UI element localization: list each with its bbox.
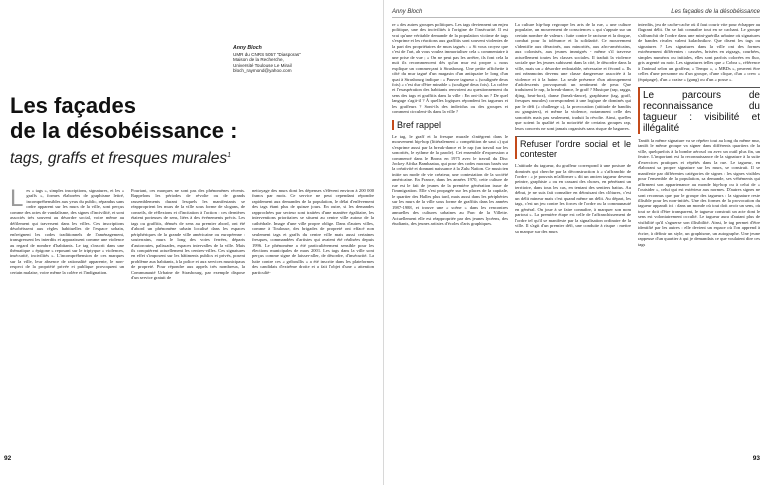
running-head-title: Les façades de la désobéissance (671, 9, 760, 15)
section-heading: Bref rappel (392, 120, 508, 130)
paragraph: Tantôt la même signature va se répéter tout au long du même mur, tantôt le même groupe va signer dans différents quartiers de la ville, quelquefois à la bombe aérosol ou avec un outil plus fin, un feutre. L'important est la reconnaissance de la signature à la suite d'exercices pratiques et répétés dans la rue. Le tagueur, en élaborant sa propre signature sur les murs, se construit. Il se manifeste par différentes catégories de signes : les signes visibles pour l'ensemble de la population, sa demande, ses véhéments qui affirment son appartenance au monde hip-hop ou à celui de « l'outsider », celui qui est extérieur aux normes. D'autres signes ne sont reconnus que par le groupe des tagueurs : la signature reste illisible pour les non-initiés. Une des formes de la provocation du tagueur apparaît ici : dans un monde où tout doit avoir un sens, où tout se doit d'être transparent, le tagueur construit un acte dont le sens est volontairement occulté. Le tagueur aura d'autant plus de visibilité qu'il s'aguerse son illisibilité. Ainsi, le tag permet d'être identifié par les autres : elle devient un espace où l'on apprend à écrire, à définir un style, un graphisme, un autographe. Une jeune rappeuse d'un quartier à qui je demandais ce que voulaient dire ces tags (638, 137, 760, 247)
body-column-3 (638, 22, 760, 457)
running-head-author: Anny Bloch (392, 9, 423, 15)
body-column-1 (392, 22, 508, 457)
paragraph: Pourtant, ces marques ne sont pas des phénomènes récents. Rappelons les périodes de révolte ou de grands rassemblements durant lesquels les manifestants se réapproprient les murs de la ville sous forme de slogans, de conseils, de réflexions et d'incitation à l'action : ces dernières étaient porteuses de sens, liées à des événements précis. Les tags ou graffitis, dénués de sens au premier abord, ont été d'abord un phénomène urbain localisé dans les espaces périphériques de la grande ville américaine ou européenne : souterrains, murs le long des voies ferrées, départs d'autoroutes, palissades, espaces intervalles de la ville. Mais ils conquièrent actuellement les centres-villes. Ces signatures en effet s'imposent sur les bâtiments publics et privés, posent problème aux habitants, à la police et aux services municipaux de propreté. Pour répondre aux appels très nombreux, la Communauté Urbaine de Strasbourg, par exemple dispose d'un service gratuit de (131, 188, 245, 281)
body-column-2 (131, 188, 245, 421)
author-affiliation-line: Université Toulouse Le Mirail (233, 62, 292, 68)
right-page (384, 0, 768, 485)
section-heading: Le parcours de reconnaissance du tagueur : visibilité et illégalité (638, 87, 760, 134)
paragraph: re » des autres groupes politiques. Les tags deviennent un enjeu politique, une des incivilités à l'origine de l'insécurité. Il est vrai qu'une véritable demande de la population victime de tags s'exprime et les réactions aux graffitis sont souvent violentes de la part des propriétaires de murs tagués : « Si vous croyez que c'est de l'art, ah vous voulez immortaliser cela » commentaire à une prise de vue ; « On ne peut pas les arrêter, ils font cela la nuit ils recommencent dès qu'un mur est propre » nous explique un commerçant à Strasbourg. Une petite affichette à côté du mur tagué d'un magasin d'un antiquaire le long d'un quai à Strasbourg indique : « Pauvre tagueur » (soulignée deux fois) « c'est dur d'être minable » (souligné deux fois). La colère et l'exaspération des habitants renvoient au questionnement du sens des tags et graffitis dans la ville : En ont-ils un ? De quel langage s'agit-il ? À quelles logiques répondent les tagueurs et les graffeurs ? Sont-ils des individus ou des groupes et comment circulent-ils dans la ville ? (392, 22, 508, 115)
author-affiliation-line: UMR du CNRS 5057 "Diasporas" (233, 51, 301, 57)
paragraph: interdits, jeu de cache-cache où il faut courir vite pour échapper au flagrant délit. On se fait connaître tout en se cachant. Le groupe s'affranchit de l'ordre dans une mini-guérilla urbaine où signatures de bandes rivales valent kalachnikov. Que disent les tags ou signatures ? Les signatures dans la ville ont des formes extrêmement différentes : cassées, brisées en zigzags, courbées, simples numéros ou initiales, elles sont parfois colorées en fluo, gris argenté ou noir. Les signatures telles que « Cobra », référence à l'animal selon un graffeur, « Tempo », « MBDs », peuvent être celles d'une personne ou d'un groupe, d'une clique, d'un « crew » (équipage), d'un « craise » (gang) ou d'un « posse ». (638, 22, 760, 82)
page-number: 92 (4, 455, 12, 462)
author-block (233, 46, 373, 74)
author-affiliation-line: Maison de la Recherche, (233, 57, 284, 63)
author-email: bloch_raymond@yahoo.com (233, 68, 292, 74)
paragraph: La culture hip-hop regroupe les arts de la rue, « une culture populaire, un mouvement de consciences » qui s'appuie sur un certain nombre de valeurs : lutte contre le racisme et la drogue, combat pour la tolérance et la solidarité. Ce mouvement s'identifie aux déracinés, aux minorités, aux afro-américains, aux colonisés, aux jeunes immigrés - même s'il traverse actuellement toutes les classes sociales. Il traduit la violence sociale que les jeunes subissent dans la cité, le désordre dans la ville, mais un « désordre redoutable, nécessaire et fécond ». Ils ont néanmoins devenu une classe dangereuse associée à la violence et à la haine. La seule présence d'un attroupement d'adolescents provoquerait un sentiment de peur. Que traduisent le rap, la break-dance, le graff ? Musique (rap, ragga, djing, beat-box), danse (break-dance), graphisme (tag, graff, fresques murales) correspondent à une logique de dominés qui par le défi (« challenge »), la provocation (attitude de bandits ou gangsters), et même la violence, notamment celle des sonorités mais pas seulement, traduit la révolte. Ainsi, quelles que soient la qualité et la notoriété de certains groupes rap, leurs concerts ne sont jamais organisés sans risque de bagarres. (515, 22, 631, 131)
author-name: Anny Bloch (233, 45, 262, 51)
section-heading: Refuser l'ordre social et le contester (515, 136, 631, 159)
article-subtitle (10, 150, 231, 168)
header-rule (392, 17, 760, 18)
body-column-2 (515, 22, 631, 457)
article-title-line-2: de la désobéissance : (10, 118, 238, 143)
page-number: 93 (752, 455, 760, 462)
paragraph: L'attitude du tagueur, du graffeur correspond à une posture de dominés qui cherche par la déconstruction à « s'affranchir de l'ordre : « je pouvais m'affirmer » dit un ancien tagueur devenu peintre, graphiste « ou en cassant des choses, en pénétrant un territoire, dans tous les cas, en tentant des sentiers battus. Au début, je ne suis fait connaître en détruisant des clôtures, c'est un délit mineur mais c'est quand même un délit. Au départ, les tags, c'est un jeu contre les forces de l'ordre ou la communauté en général. On joue à se faire connaître, à marquer son nom partout ». La première étape est celle de l'affranchissement de l'ordre tel qu'il se manifeste par la signalisation ordinaire de la ville. Il s'agit d'un premier défi, une conduite à risque : mettre sa marque sur des murs (515, 163, 631, 234)
paragraph: nettoyage des murs dont les dépenses s'élèvent environ à 200 000 francs par mois. Ce service ne peut cependant répondre rapidement aux demandes de la population, le délai d'enlèvement des tags étant plus de quinze jours. En outre, si les demandes rapprochées par secteur sont traitées d'une manière égalitaire, les interventions prioritaires se situent au centre ville autour de la cathédrale. Image d'une ville propre oblige. Dans d'autres villes, comme à Toulouse, des brigades de propreté ont effacé non seulement tags et graffs du centre ville mais aussi certaines fresques, commandées d'artistes qui avaient été réalisées depuis 1996. Le phénomène a été particulièrement sensible pour les élections municipales de mars 2001. Les tags dans la ville sont perçus comme signe de laisser-aller, de désordre, d'insécurité. La lutte contre ces « griboullis » a été inscrite dans les plateformes des candidats d'extrême droite et a fait l'objet d'une « attention particuliè- (252, 188, 374, 275)
drop-cap: L (10, 188, 24, 212)
paragraph (10, 188, 124, 275)
footnote-marker: 1 (227, 151, 232, 159)
body-column-3 (252, 188, 374, 421)
article-title-line-1: Les façades (10, 93, 136, 118)
paragraph-text: es « tags », simples inscriptions, signatures, et les « graffs », formes élaborées de graphisme lettré, incompréhensibles aux yeux du public, répandus sans ordre apparent sur les murs de la ville, sont perçus comme des actes de vandalisme, des signes d'incivilité, et sont associés très souvent au désordre social, voire même au défilement qui traversent dans les villes. Ces inscriptions désobéissent aux règles habituelles de l'espace urbain, enfreignent les codes traditionnels de l'aménagement, transgressent les interdits et apparaissent comme une violence au regard de nombre d'habitants. Le tag s'inscrit dans une thématique « épigone » reposant sur le triptyque « violences, insécurité, incivilités ». L'incompréhension de ces marques sur la ville, leur absence de rationalité apparente, le non-respect de la propriété privée et publique provoquent un certain malaise, voire même la colère et l'indignation. (10, 188, 124, 275)
body-column-1 (10, 188, 124, 421)
paragraph: Le tag, le graff et la fresque murale s'intègrent dans le mouvement hip-hop (littéralement « compétition de saut ») qui s'exprime aussi par la break-dance et le rap (un travail sur les sonorités, le rythme de la parole). Cet ensemble d'expression a commencé dans le Bronx en 1975 avec le travail du Disc Jockey Afrika Bambaataa, qui pose des codes moraux basés sur la créativité et donnant naissance à la Zulu Nation. Ce musicien initie un mode de vie créateur, une contestation de la société américaine. En France, dans les années 1970, cette culture de rue est le fait de jeunes de la première génération issue de l'immigration. Elle s'est propagée sur les places de la capitale, le quartier des Halles plus tard, mais aussi dans les périphéries sur les murs de la ville sous forme de graffitis dans les années 1987-1988, et trouve une « scène » dans les rencontres annuelles des cultures urbaines au Parc de la Villette. Actuellement elle est réappropriée par des jeunes lycéens, des étudiants, des jeunes artistes d'écoles d'arts graphiques. (392, 133, 508, 226)
subtitle-text: tags, graffs et fresques murales (10, 150, 228, 167)
